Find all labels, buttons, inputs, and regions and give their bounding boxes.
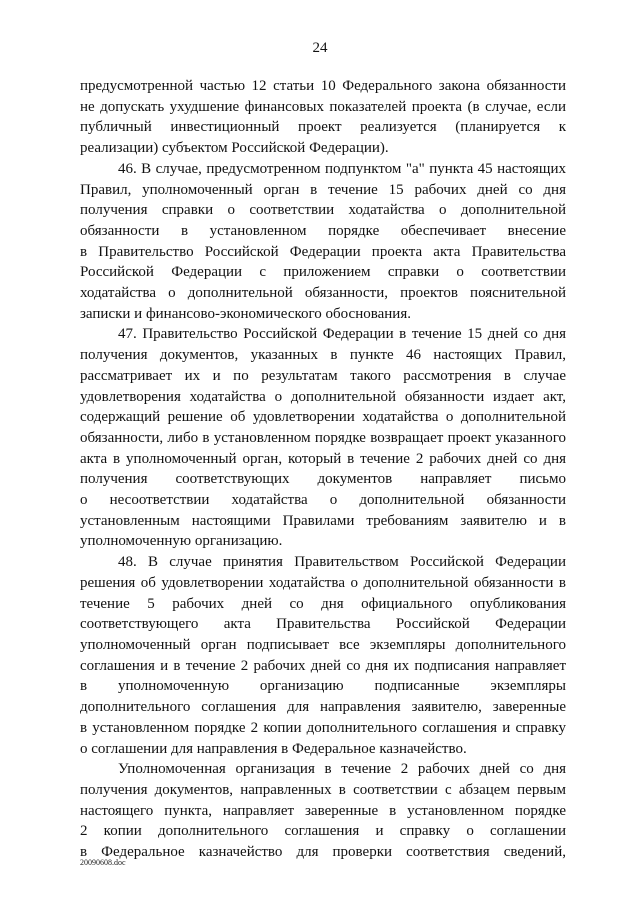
text-line: публичный инвестиционный проект реализуется (планируется к bbox=[80, 119, 566, 136]
text-line: рассматривает их и по результатам такого рассмотрения в случае bbox=[80, 367, 566, 384]
text-line: акта в уполномоченный орган, который в течение 2 рабочих дней со дня bbox=[80, 450, 566, 467]
text-line: решения об удовлетворении ходатайства о дополнительной обязанности в bbox=[80, 574, 566, 591]
paragraph-p46 bbox=[80, 159, 566, 325]
text-line: в Федеральное казначейство для проверки соответствия сведений, bbox=[80, 844, 566, 861]
text-line: дополнительного соглашения для направления заявителю, заверенные bbox=[80, 699, 566, 716]
text-line: о несоответствии ходатайства о дополнительной обязанности bbox=[80, 492, 566, 509]
text-line: Российской Федерации с приложением справки о соответствии bbox=[80, 264, 566, 281]
text-line: получения документов, указанных в пункте 46 настоящих Правил, bbox=[80, 347, 566, 364]
text-line: 48. В случае принятия Правительством Российской Федерации bbox=[118, 554, 566, 571]
text-line: удовлетворения ходатайства о дополнительной обязанности издает акт, bbox=[80, 388, 566, 405]
paragraph-p48 bbox=[80, 552, 566, 759]
text-line: ходатайства о дополнительной обязанности, проектов пояснительной bbox=[80, 285, 566, 302]
footer-filename: 20090608.doc bbox=[80, 858, 126, 867]
text-line: 47. Правительство Российской Федерации в течение 15 дней со дня bbox=[118, 326, 566, 343]
text-line: течение 5 рабочих дней со дня официального опубликования bbox=[80, 595, 566, 612]
text-line: в уполномоченную организацию подписанные экземпляры bbox=[80, 678, 566, 695]
text-line: получения справки о соответствии ходатайства о дополнительной bbox=[80, 202, 566, 219]
text-line: реализации) субъектом Российской Федерации). bbox=[80, 140, 389, 157]
text-line: соглашения и в течение 2 рабочих дней со дня их подписания направляет bbox=[80, 657, 566, 674]
text-line: Правил, уполномоченный орган в течение 15 рабочих дней со дня bbox=[80, 181, 566, 198]
paragraph-p0 bbox=[80, 76, 566, 159]
text-line: не допускать ухудшение финансовых показателей проекта (в случае, если bbox=[80, 98, 566, 115]
text-line: содержащий решение об удовлетворении ходатайства о дополнительной bbox=[80, 409, 566, 426]
text-line: предусмотренной частью 12 статьи 10 Федерального закона обязанности bbox=[80, 78, 566, 94]
text-line: 46. В случае, предусмотренном подпунктом "а" пункта 45 настоящих bbox=[118, 160, 566, 177]
text-line: записки и финансово-экономического обоснования. bbox=[80, 305, 411, 322]
text-line: установленным настоящими Правилами требованиям заявителю и в bbox=[80, 512, 566, 529]
text-line: 2 копии дополнительного соглашения и справку о соглашении bbox=[80, 823, 566, 840]
page-number: 24 bbox=[312, 40, 328, 56]
text-line: соответствующего акта Правительства Российской Федерации bbox=[80, 616, 566, 633]
text-line: настоящего пункта, направляет заверенные в установленном порядке bbox=[80, 802, 566, 819]
text-line: получения соответствующих документов направляет письмо bbox=[80, 471, 566, 488]
text-line: получения документов, направленных в соответствии с абзацем первым bbox=[80, 781, 566, 798]
text-line: уполномоченный орган подписывает все экземпляры дополнительного bbox=[80, 636, 566, 653]
text-line: обязанности в установленном порядке обеспечивает внесение bbox=[80, 222, 566, 239]
text-line: уполномоченную организацию. bbox=[80, 533, 283, 550]
text-line: Уполномоченная организация в течение 2 рабочих дней со дня bbox=[118, 761, 566, 778]
text-line: в установленном порядке 2 копии дополнительного соглашения и справку bbox=[80, 719, 566, 736]
document-body bbox=[80, 76, 566, 863]
paragraph-p47 bbox=[80, 324, 566, 552]
text-line: в Правительство Российской Федерации проекта акта Правительства bbox=[80, 243, 566, 260]
text-line: обязанности, либо в установленном порядке возвращает проект указанного bbox=[80, 429, 566, 446]
text-line: о соглашении для направления в Федеральное казначейство. bbox=[80, 740, 467, 757]
paragraph-p48b bbox=[80, 759, 566, 863]
